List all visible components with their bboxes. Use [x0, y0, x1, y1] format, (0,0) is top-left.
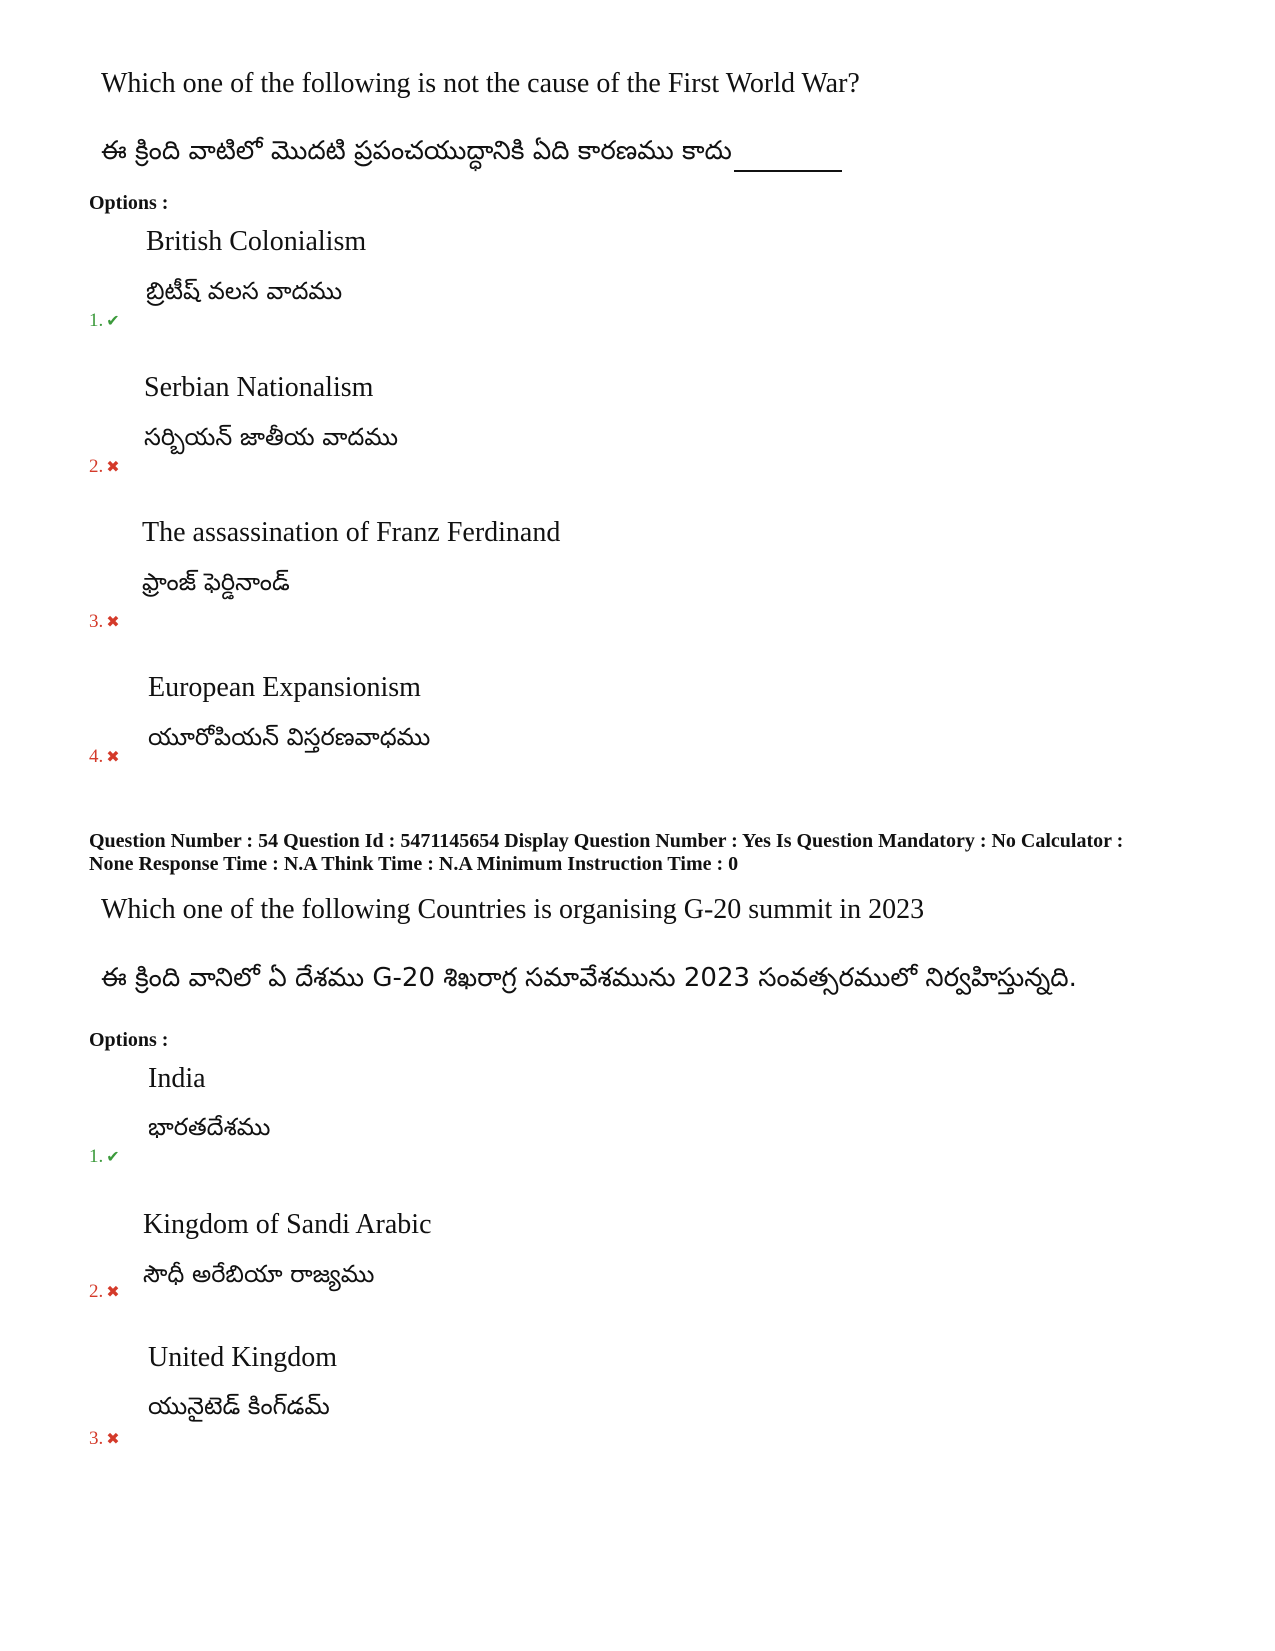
cross-icon: ✖ — [106, 749, 120, 766]
answer-blank — [734, 146, 842, 172]
option-text-te: ఫ్రాంజ్ ఫెర్డినాండ్ — [142, 568, 290, 596]
option-number: 3. ✖ — [89, 611, 120, 632]
options-label: Options : — [89, 192, 169, 214]
option-number: 2. ✖ — [89, 456, 120, 477]
cross-icon: ✖ — [106, 1284, 120, 1301]
question-text-te: ఈ క్రింది వాటిలో మొదటి ప్రపంచయుద్ధానికి ఏది కారణము కాదు — [101, 136, 842, 172]
option-text-en: United Kingdom — [148, 1342, 337, 1373]
cross-icon: ✖ — [106, 459, 120, 476]
option-text-te: సౌధీ అరేబియా రాజ్యము — [143, 1260, 375, 1288]
option-text-en: British Colonialism — [146, 226, 367, 257]
option-text-en: The assassination of Franz Ferdinand — [142, 517, 561, 548]
question-text-te: ఈ క్రింది వానిలో ఏ దేశము G-20 శిఖరాగ్ర సమావేశమును 2023 సంవత్సరములో నిర్వహిస్తున్నది. — [101, 963, 1077, 993]
option-text-en: India — [148, 1063, 206, 1094]
question-metadata: Question Number : 54 Question Id : 5471145654 Display Question Number : Yes Is Question Mandatory : No Calculator : None Response Time : N.A Think Time : N.A Minimum Instruction Time : 0 — [89, 830, 1124, 875]
option-text-en: Serbian Nationalism — [144, 372, 374, 403]
option-text-te: బ్రిటీష్ వలస వాదము — [146, 277, 343, 305]
option-text-te: భారతదేశము — [148, 1113, 271, 1141]
options-label: Options : — [89, 1029, 169, 1051]
option-number: 3. ✖ — [89, 1428, 120, 1449]
cross-icon: ✖ — [106, 614, 120, 631]
check-icon: ✔ — [106, 1149, 120, 1166]
option-text-en: Kingdom of Sandi Arabic — [143, 1209, 432, 1240]
option-number: 4. ✖ — [89, 746, 120, 767]
option-text-te: సర్బియన్ జాతీయ వాదము — [144, 423, 399, 451]
option-number: 2. ✖ — [89, 1281, 120, 1302]
question-text-en: Which one of the following Countries is organising G-20 summit in 2023 — [101, 894, 925, 925]
cross-icon: ✖ — [106, 1431, 120, 1448]
option-number: 1. ✔ — [89, 310, 120, 331]
option-text-en: European Expansionism — [148, 672, 421, 703]
question-text-en: Which one of the following is not the cause of the First World War? — [101, 68, 860, 99]
check-icon: ✔ — [106, 313, 120, 330]
option-text-te: యునైటెడ్ కింగ్‌డమ్ — [148, 1392, 330, 1420]
option-number: 1. ✔ — [89, 1146, 120, 1167]
option-text-te: యూరోపియన్ విస్తరణవాధము — [148, 723, 431, 751]
